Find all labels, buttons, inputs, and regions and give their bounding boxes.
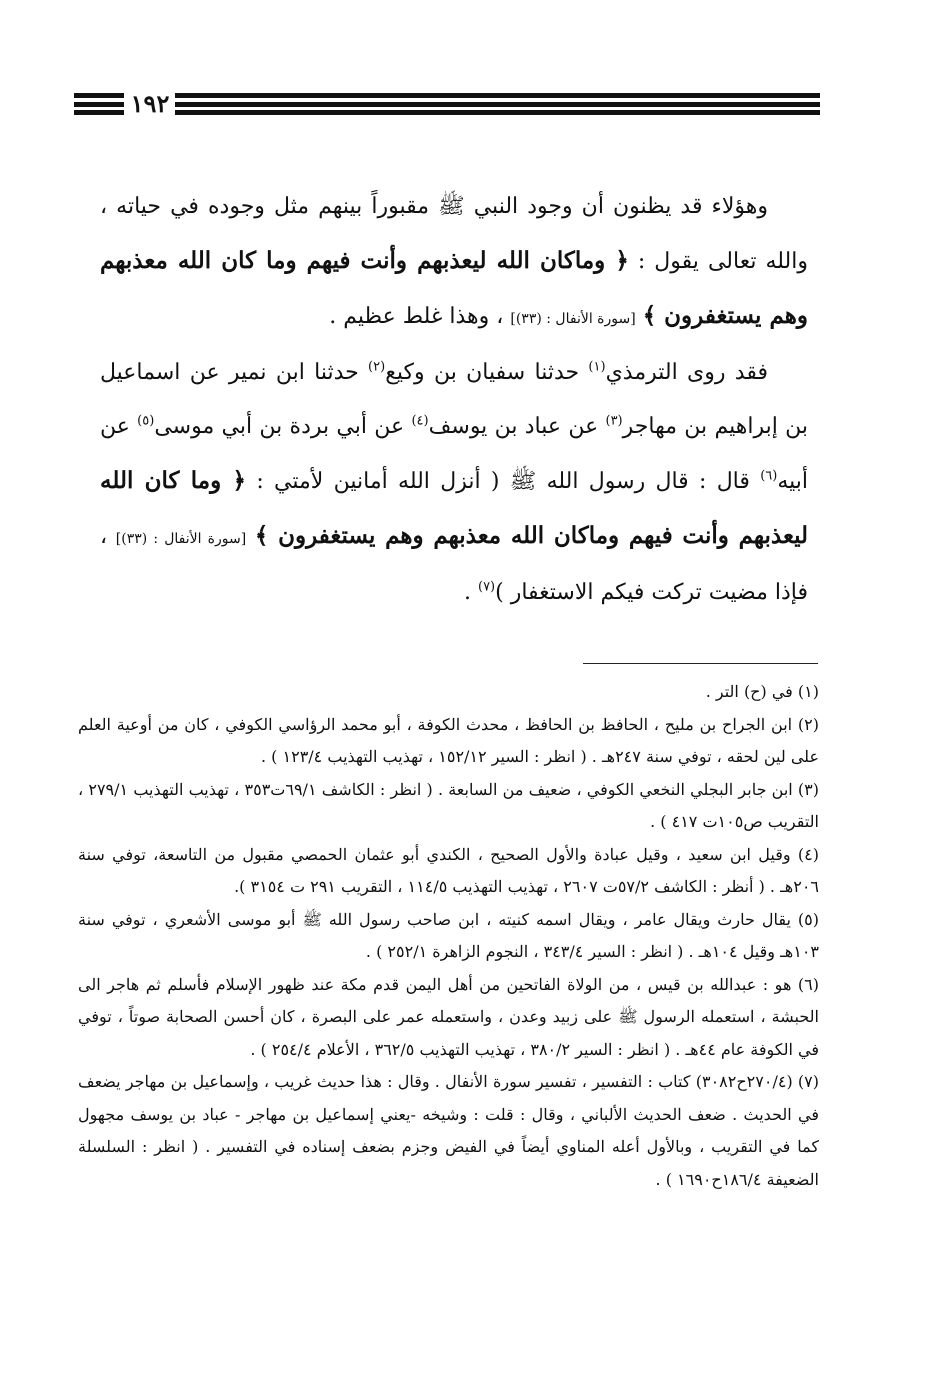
paragraph-2	[100, 346, 808, 620]
header-rule-left	[74, 93, 124, 115]
footnote-marker: (٥)	[137, 413, 155, 429]
footnote-marker: (١)	[588, 359, 606, 375]
page-number: ١٩٢	[130, 89, 170, 118]
footnote-3: (٣) ابن جابر البجلي النخعي الكوفي ، ضعيف من السابعة . ( انظر : الكاشف ٦٩/١ت٣٥٣ ، تهذيب التهذيب ٢٧٩/١ ، التقريب ص١٠٥ت ٤١٧ ) .	[78, 779, 819, 831]
footnote-marker: (٧)	[477, 579, 496, 595]
text-span: عن أبي بردة بن أبي موسى	[154, 414, 412, 439]
text-span: عن عباد بن يوسف	[428, 414, 606, 439]
paragraph-1	[100, 180, 808, 346]
text-span: فقد روى الترمذي	[605, 360, 768, 385]
header-rule-right	[175, 93, 820, 115]
footnote-marker: (٤)	[411, 413, 429, 429]
quran-verse: ﴿ وما كان الله ليعذبهم وأنت فيهم وماكان الله معذبهم وهم يستغفرون ﴾	[100, 467, 809, 549]
text-span: .	[463, 580, 478, 605]
surah-reference: [سورة الأنفال : (٣٣)]	[510, 311, 636, 327]
footnote-4: (٤) وقيل ابن سعيد ، وقيل عبادة والأول الصحيح ، الكندي أبو عثمان الحمصي مقبول من التاسعة، توفي سنة ٢٠٦هـ . ( أنظر : الكاشف ٥٧/٢ت ٢٦٠٧ ، تهذيب التهذيب ١١٤/٥ ، التقريب ٢٩١ ت ٣١٥٤ ).	[78, 844, 819, 896]
footnotes	[78, 676, 819, 1196]
footnote-1: (١) في (ح) التر .	[705, 682, 819, 701]
footnote-marker: (٦)	[760, 468, 778, 484]
text-span: حدثنا ابن نمير عن اسماعيل بن إبراهيم بن مهاجر	[100, 360, 808, 439]
surah-reference: [سورة الأنفال : (٣٣)]	[115, 531, 247, 547]
text-span: قال : قال رسول الله ﷺ ( أنزل الله أمانين لأمتي :	[246, 469, 761, 494]
quran-verse: ﴿ وماكان الله ليعذبهم وأنت فيهم وما كان الله معذبهم وهم يستغفرون ﴾	[100, 247, 808, 329]
main-text	[100, 180, 808, 620]
footnote-separator	[583, 663, 818, 664]
text-span: ، فإذا مضيت تركت فيكم الاستغفار )	[100, 524, 808, 605]
text-span: وهؤلاء قد يظنون أن وجود النبي ﷺ مقبوراً بينهم مثل وجوده في حياته ، والله تعالى يقول :	[100, 194, 808, 274]
text-span: حدثنا سفيان بن وكيع	[385, 360, 589, 385]
footnote-5: (٥) يقال حارث ويقال عامر ، ويقال اسمه كنيته ، ابن صاحب رسول الله ﷺ أبو موسى الأشعري ، توفي سنة ١٠٣هـ وقيل ١٠٤هـ . ( انظر : السير ٣٤٣/٤ ، النجوم الزاهرة ٢٥٢/١ ) .	[78, 909, 819, 961]
footnote-marker: (٣)	[605, 413, 623, 429]
footnote-7: (٧) (٢٧٠/٤ح٣٠٨٢) كتاب : التفسير ، تفسير سورة الأنفال . وقال : هذا حديث غريب ، وإسماعيل بن مهاجر يضعف في الحديث . ضعف الحديث الألباني ، وقال : قلت : وشيخه -يعني إسماعيل بن مهاجر - عباد بن يوسف مجهول كما في التقريب ، وبالأول أعله المناوي أيضاً في الفيض وجزم بضعف إسناده في التفسير . ( انظر : السلسلة الضعيفة ١٨٦/٤ح١٦٩٠ ) .	[78, 1072, 819, 1189]
text-span: ، وهذا غلط عظيم .	[329, 304, 511, 329]
footnote-2: (٢) ابن الجراح بن مليح ، الحافظ بن الحافظ ، محدث الكوفة ، أبو محمد الرؤاسي الكوفي ، كان من أوعية العلم على لين لحقه ، توفي سنة ٢٤٧هـ . ( انظر : السير ١٥٢/١٢ ، تهذيب التهذيب ١٢٣/٤ ) .	[78, 714, 820, 766]
text-span: عن أبيه	[100, 414, 808, 494]
footnote-6: (٦) هو : عبدالله بن قيس ، من الولاة الفاتحين من أهل اليمن قدم مكة عند ظهور الإسلام فأسلم ثم هاجر الى الحبشة ، استعمله الرسول ﷺ على زبيد وعدن ، واستعمله عمر على البصرة ، كان أحسن الصحابة صوتاً ، توفي في الكوفة عام ٤٤هـ . ( انظر : السير ٣٨٠/٢ ، تهذيب التهذيب ٣٦٢/٥ ، الأعلام ٢٥٤/٤ ) .	[78, 974, 819, 1059]
footnote-marker: (٢)	[368, 359, 386, 375]
